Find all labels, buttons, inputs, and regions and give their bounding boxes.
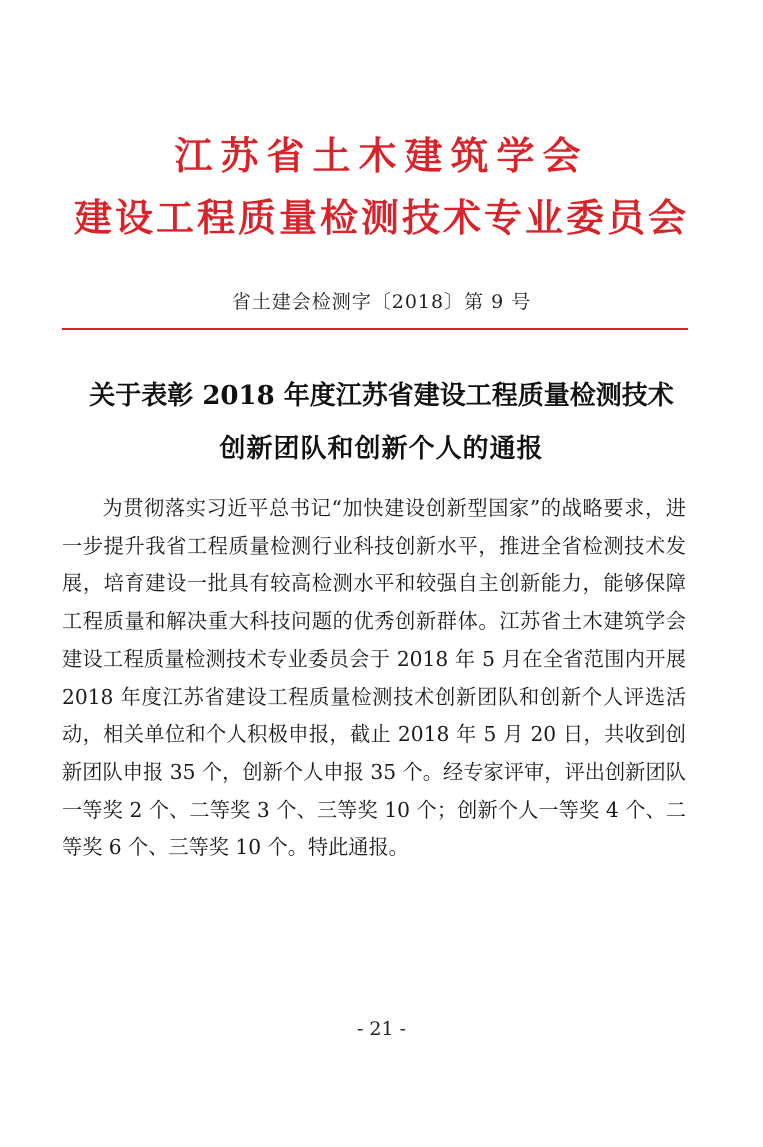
notice-title-line-1: 关于表彰 2018 年度江苏省建设工程质量检测技术 [89,381,674,411]
document-number: 省土建会检测字〔2018〕第 9 号 [231,291,532,313]
issuer-name-line-1: 江苏省土木建筑学会 [174,133,589,178]
page-number: - 21 - [356,1018,407,1040]
notice-body [62,490,686,867]
notice-title-line-2: 创新团队和创新个人的通报 [219,434,544,464]
issuer-name-line-2: 建设工程质量检测技术专业委员会 [73,195,689,240]
body-paragraph: 为贯彻落实习近平总书记“加快建设创新型国家”的战略要求，进一步提升我省工程质量检测行业科技创新水平，推进全省检测技术发展，培育建设一批具有较高检测水平和较强自主创新能力，能够保障工程质量和解决重大科技问题的优秀创新群体。江苏省土木建筑学会建设工程质量检测技术专业委员会于 2018 年 5 月在全省范围内开展 2018 年度江苏省建设工程质量检测技术创新团队和创新个人评选活动，相关单位和个人积极申报，截止 2018 年 5 月 20 日，共收到创新团队申报 35 个，创新个人申报 35 个。经专家评审，评出创新团队一等奖 2 个、二等奖 3 个、三等奖 10 个；创新个人一等奖 4 个、二等奖 6 个、三等奖 10 个。特此通报。 [62,496,686,860]
red-divider [62,328,688,330]
